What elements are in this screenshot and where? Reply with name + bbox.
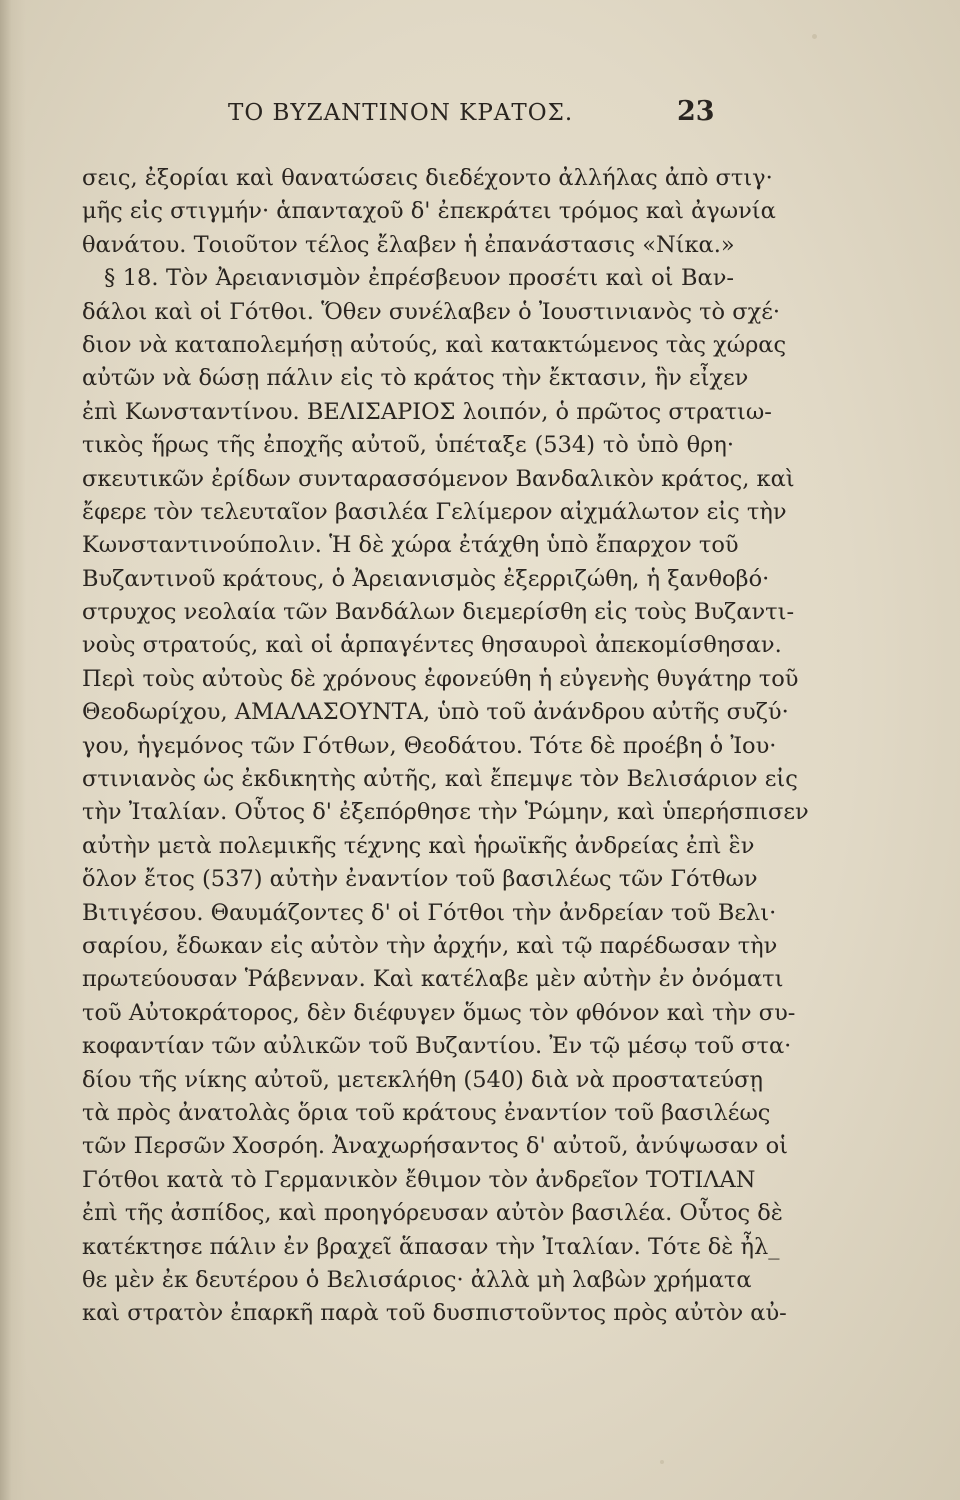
text-line: αὐτῶν νὰ δώσῃ πάλιν εἰς τὸ κράτος τὴν ἔκτασιν, ἣν εἶχεν (82, 365, 749, 392)
text-line: σκευτικῶν ἐρίδων συνταρασσόμενον Βανδαλικὸν κράτος, καὶ (82, 465, 795, 492)
text-line: Κωνσταντινούπολιν. Ἡ δὲ χώρα ἐτάχθη ὑπὸ ἔπαρχον τοῦ (82, 532, 739, 559)
text-line: τῶν Περσῶν Χοσρόη. Ἀναχωρήσαντος δ' αὐτοῦ, ἀνύψωσαν οἱ (82, 1133, 788, 1160)
text-line: ἐπὶ τῆς ἀσπίδος, καὶ προηγόρευσαν αὐτὸν βασιλέα. Οὗτος δὲ (82, 1200, 783, 1227)
text-line: στινιανὸς ὡς ἐκδικητὴς αὐτῆς, καὶ ἔπεμψε τὸν Βελισάριον εἰς (82, 766, 798, 793)
text-line: τὰ πρὸς ἀνατολὰς ὅρια τοῦ κράτους ἐναντίον τοῦ βασιλέως (82, 1099, 771, 1126)
page-number: 23 (677, 96, 715, 127)
text-line: δάλοι καὶ οἱ Γότθοι. Ὅθεν συνέλαβεν ὁ Ἰουστινιανὸς τὸ σχέ· (82, 298, 781, 325)
text-line: ὅλον ἔτος (537) αὐτὴν ἐναντίον τοῦ βασιλέως τῶν Γότθων (82, 866, 758, 893)
section-heading-line: § 18. Τὸν Ἀρειανισμὸν ἐπρέσβευον προσέτι καὶ οἱ Βαν- (104, 265, 734, 292)
text-line: μῆς εἰς στιγμήν· ἁπανταχοῦ δ' ἐπεκράτει τρόμος καὶ ἀγωνία (82, 198, 776, 225)
text-line: Βιτιγέσου. Θαυμάζοντες δ' οἱ Γότθοι τὴν ἀνδρείαν τοῦ Βελι· (82, 899, 777, 926)
paper-stain (812, 34, 817, 39)
text-line: τικὸς ἥρως τῆς ἐποχῆς αὐτοῦ, ὑπέταξε (534) τὸ ὑπὸ θρη· (82, 432, 734, 459)
text-line: θε μὲν ἐκ δευτέρου ὁ Βελισάριος· ἀλλὰ μὴ λαβὼν χρήματα (82, 1266, 752, 1293)
text-line: αὐτὴν μετὰ πολεμικῆς τέχνης καὶ ἡρωϊκῆς ἀνδρείας ἐπὶ ἓν (82, 832, 755, 859)
text-line: πρωτεύουσαν Ῥάβενναν. Καὶ κατέλαβε μὲν αὐτὴν ἐν ὀνόματι (82, 966, 784, 993)
text-line: καὶ στρατὸν ἐπαρκῆ παρὰ τοῦ δυσπιστοῦντος πρὸς αὐτὸν αὐ- (82, 1300, 787, 1327)
page-header (0, 96, 960, 140)
paper-stain (660, 1460, 664, 1464)
text-line: στρυχος νεολαία τῶν Βανδάλων διεμερίσθη εἰς τοὺς Βυζαντι- (82, 599, 795, 626)
body-text (82, 162, 809, 1331)
text-line: σαρίου, ἔδωκαν εἰς αὐτὸν τὴν ἀρχήν, καὶ τῷ παρέδωσαν τὴν (82, 932, 778, 959)
text-line: γου, ἡγεμόνος τῶν Γότθων, Θεοδάτου. Τότε δὲ προέβη ὁ Ἰου· (82, 732, 777, 759)
text-line: ἐπὶ Κωνσταντίνου. ΒΕΛΙΣΑΡΙΟΣ λοιπόν, ὁ πρῶτος στρατιω- (82, 398, 772, 425)
text-line: θανάτου. Τοιοῦτον τέλος ἔλαβεν ἡ ἐπανάστασις «Νίκα.» (82, 231, 735, 258)
text-line: κατέκτησε πάλιν ἐν βραχεῖ ἅπασαν τὴν Ἰταλίαν. Τότε δὲ ἦλ_ (82, 1233, 780, 1260)
text-line: Θεοδωρίχου, ΑΜΑΛΑΣΟΥΝΤΑ, ὑπὸ τοῦ ἀνάνδρου αὐτῆς συζύ· (82, 699, 789, 726)
running-title: ΤΟ ΒΥΖΑΝΤΙΝΟΝ ΚΡΑΤΟΣ. (228, 100, 574, 126)
text-line: σεις, ἐξορίαι καὶ θανατώσεις διεδέχοντο ἀλλήλας ἀπὸ στιγ· (82, 165, 773, 191)
text-line: τὴν Ἰταλίαν. Οὗτος δ' ἐξεπόρθησε τὴν Ῥώμην, καὶ ὑπερήσπισεν (82, 799, 809, 826)
text-line: Γότθοι κατὰ τὸ Γερμανικὸν ἔθιμον τὸν ἀνδρεῖον ΤΟΤΙΛΑΝ (82, 1166, 756, 1193)
text-line: Βυζαντινοῦ κράτους, ὁ Ἀρειανισμὸς ἐξερριζώθη, ἡ ξανθοβό· (82, 565, 770, 592)
page-binding-edge (0, 0, 26, 1500)
text-line: διον νὰ καταπολεμήσῃ αὐτούς, καὶ κατακτώμενος τὰς χώρας (82, 331, 787, 358)
text-line: ἔφερε τὸν τελευταῖον βασιλέα Γελίμερον αἰχμάλωτον εἰς τὴν (82, 498, 787, 525)
text-line: Περὶ τοὺς αὐτοὺς δὲ χρόνους ἐφονεύθη ἡ εὐγενὴς θυγάτηρ τοῦ (82, 665, 799, 692)
text-line: τοῦ Αὐτοκράτορος, δὲν διέφυγεν ὅμως τὸν φθόνον καὶ τὴν συ- (82, 999, 796, 1026)
text-line: κοφαντίαν τῶν αὐλικῶν τοῦ Βυζαντίου. Ἐν τῷ μέσῳ τοῦ στα· (82, 1033, 792, 1060)
text-line: νοὺς στρατούς, καὶ οἱ ἁρπαγέντες θησαυροὶ ἀπεκομίσθησαν. (82, 632, 782, 659)
text-line: δίου τῆς νίκης αὐτοῦ, μετεκλήθη (540) διὰ νὰ προστατεύσῃ (82, 1066, 764, 1093)
